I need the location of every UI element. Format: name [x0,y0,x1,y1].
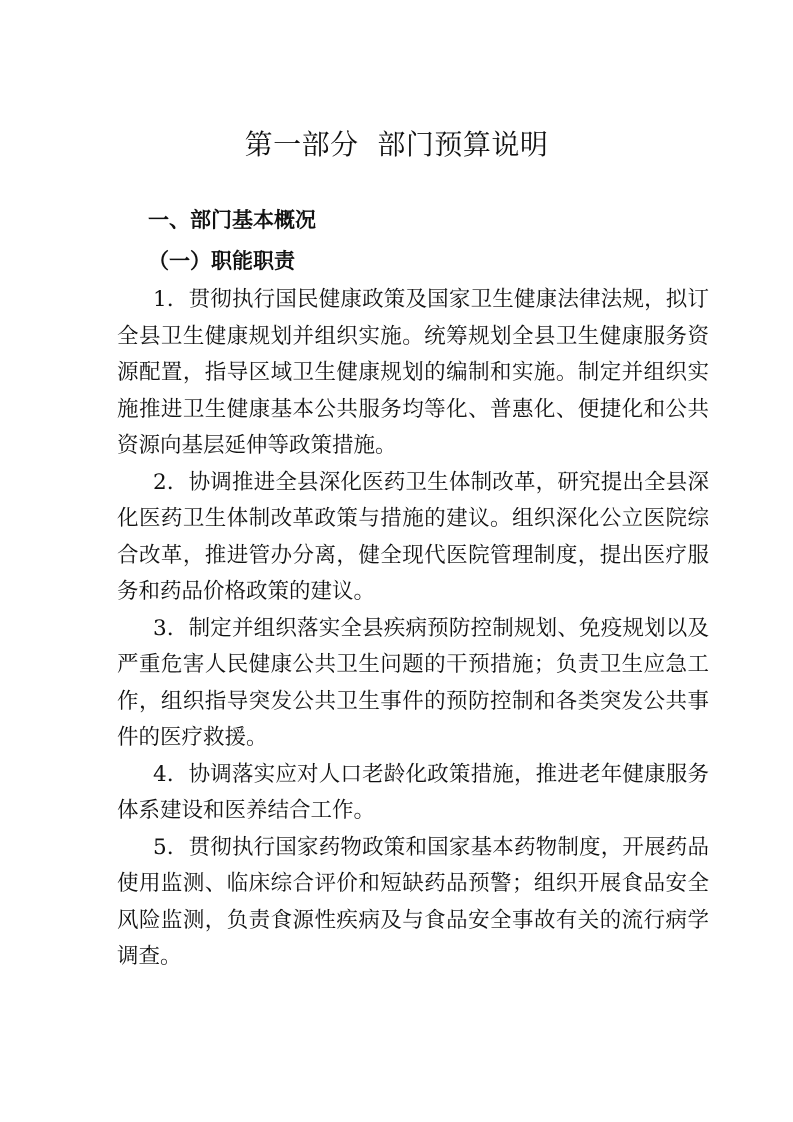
paragraph-line: 5．贯彻执行国家药物政策和国家基本药物制度，开展药品 [153,834,709,860]
paragraph-line: 体系建设和医养结合工作。 [117,798,376,823]
paragraph [117,830,709,976]
paragraph-line: 4．协调落实应对人口老龄化政策措施，推进老年健康服务 [153,761,709,787]
paragraph-line: 风险监测，负责食源性疾病及与食品安全事故有关的流行病学 [117,907,709,933]
paragraph-line: 使用监测、临床综合评价和短缺药品预警；组织开展食品安全 [117,871,709,896]
paragraph-line: 务和药品价格政策的建议。 [117,579,376,604]
paragraph-line: 合改革，推进管办分离，健全现代医院管理制度，提出医疗服 [117,542,709,568]
paragraph-line: 作，组织指导突发公共卫生事件的预防控制和各类突发公共事 [117,688,709,714]
paragraph-line: 资源向基层延伸等政策措施。 [117,433,397,458]
paragraph-line: 1．贯彻执行国民健康政策及国家卫生健康法律法规，拟订 [153,287,709,312]
paragraph-line: 调查。 [117,944,182,969]
paragraph-line: 2．协调推进全县深化医药卫生体制改革，研究提出全县深 [153,469,709,495]
paragraph-line: 施推进卫生健康基本公共服务均等化、普惠化、便捷化和公共 [117,396,709,422]
section-heading: 一、部门基本概况 [148,207,316,232]
page-title: 第一部分 部门预算说明 [244,128,549,161]
paragraph [117,757,709,830]
document-body [117,282,709,976]
paragraph-line: 全县卫生健康规划并组织实施。统筹规划全县卫生健康服务资 [117,323,709,349]
paragraph [117,611,709,757]
paragraph-line: 严重危害人民健康公共卫生问题的干预措施；负责卫生应急工 [117,652,709,677]
paragraph [117,465,709,611]
paragraph [117,282,709,465]
paragraph-line: 件的医疗救援。 [117,725,268,750]
paragraph-line: 源配置，指导区域卫生健康规划的编制和实施。制定并组织实 [117,360,709,385]
subsection-heading: （一）职能职责 [148,248,295,273]
paragraph-line: 化医药卫生体制改革政策与措施的建议。组织深化公立医院综 [117,506,709,531]
paragraph-line: 3．制定并组织落实全县疾病预防控制规划、免疫规划以及 [153,615,709,641]
